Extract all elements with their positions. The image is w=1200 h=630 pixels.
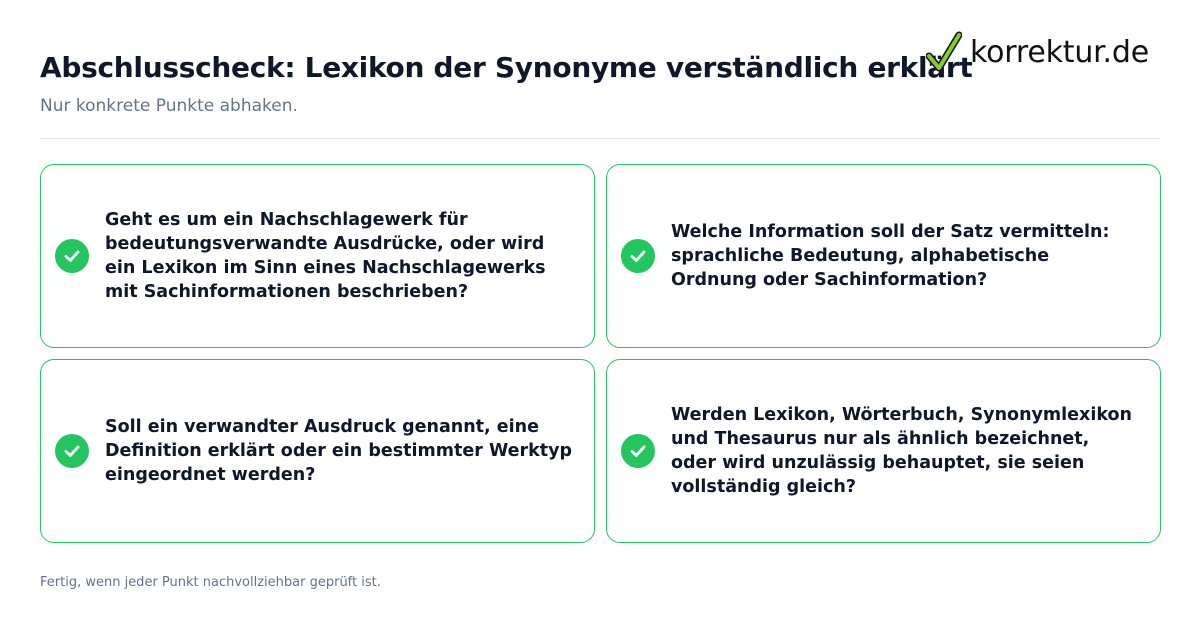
- page-subtitle: Nur konkrete Punkte abhaken.: [40, 96, 298, 116]
- check-circle-icon: [55, 434, 89, 468]
- brand-name: korrektur.de: [970, 34, 1149, 70]
- checklist-item-text: Welche Information soll der Satz vermitteln: sprachliche Bedeutung, alphabetische Ordnung oder Sachinformation?: [671, 222, 1110, 290]
- checkmark-icon: [926, 31, 962, 73]
- page-title: Abschlusscheck: Lexikon der Synonyme verständlich erklärt: [40, 51, 973, 84]
- checklist-item-text: Soll ein verwandter Ausdruck genannt, eine Definition erklärt oder ein bestimmter Werktyp eingeordnet werden?: [105, 417, 573, 485]
- checklist-item: [40, 359, 595, 543]
- checklist-item: [606, 359, 1161, 543]
- brand-logo[interactable]: [926, 30, 1149, 74]
- checklist-item: [606, 164, 1161, 348]
- footer-note: Fertig, wenn jeder Punkt nachvollziehbar geprüft ist.: [40, 575, 381, 590]
- checklist-item-text: Werden Lexikon, Wörterbuch, Synonymlexikon und Thesaurus nur als ähnlich bezeichnet, oder wird unzulässig behauptet, sie seien vollständig gleich?: [671, 405, 1132, 497]
- check-circle-icon: [621, 239, 655, 273]
- check-circle-icon: [621, 434, 655, 468]
- checklist-item: [40, 164, 595, 348]
- header-divider: [40, 138, 1160, 139]
- checklist-item-text: Geht es um ein Nachschlagewerk für bedeutungsverwandte Ausdrücke, oder wird ein Lexikon im Sinn eines Nachschlagewerks mit Sachinformationen beschrieben?: [105, 210, 546, 302]
- check-circle-icon: [55, 239, 89, 273]
